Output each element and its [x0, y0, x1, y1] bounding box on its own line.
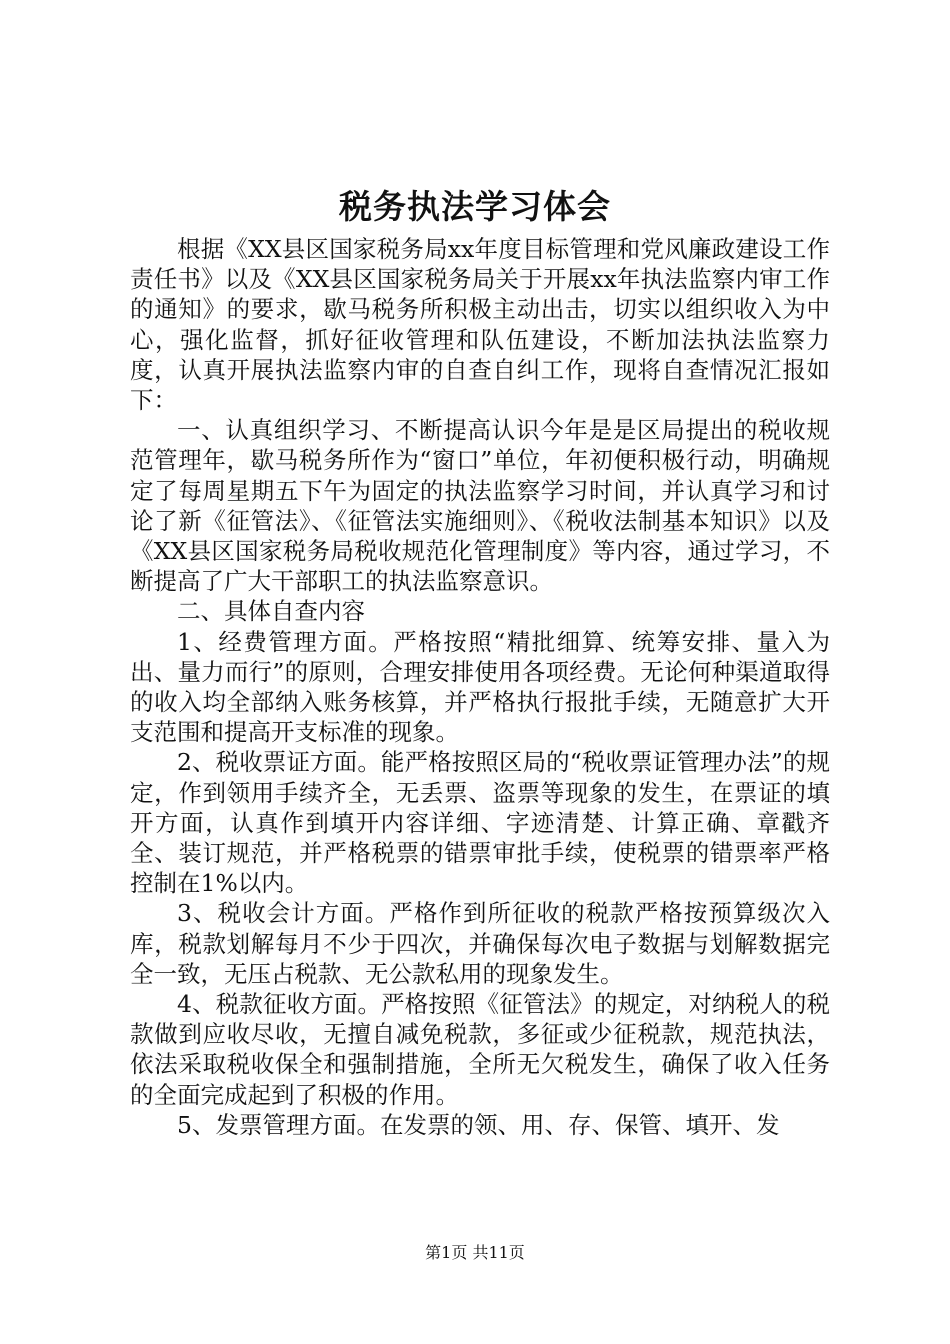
paragraph-intro: 根据《XX县区国家税务局xx年度目标管理和党风廉政建设工作责任书》以及《XX县区国家税务局关于开展xx年执法监察内审工作的通知》的要求，歇马税务所积极主动出击，切实以组织收入为中心，强化监督，抓好征收管理和队伍建设，不断加法执法监察力度，认真开展执法监察内审的自查自纠工作，现将自查情况汇报如下：: [130, 235, 830, 415]
paragraph-item-1: 1、经费管理方面。严格按照“精批细算、统筹安排、量入为出、量力而行”的原则，合理安排使用各项经费。无论何种渠道取得的收入均全部纳入账务核算，并严格执行报批手续，无随意扩大开支范围和提高开支标准的现象。: [130, 627, 830, 747]
page-footer: 第1页 共11页: [425, 1243, 525, 1262]
paragraph-item-2: 2、税收票证方面。能严格按照区局的“税收票证管理办法”的规定，作到领用手续齐全，无丢票、盗票等现象的发生，在票证的填开方面，认真作到填开内容详细、字迹清楚、计算正确、章戳齐全、装订规范，并严格税票的错票审批手续，使税票的错票率严格控制在1%以内。: [130, 748, 830, 898]
paragraph-item-4: 4、税款征收方面。严格按照《征管法》的规定，对纳税人的税款做到应收尽收，无擅自减免税款，多征或少征税款，规范执法，依法采取税收保全和强制措施，全所无欠税发生，确保了收入任务的全面完成起到了积极的作用。: [130, 990, 830, 1109]
document-body: [130, 234, 830, 1140]
paragraph-item-5: 5、发票管理方面。在发票的领、用、存、保管、填开、发: [177, 1110, 780, 1139]
document-title: 税务执法学习体会: [339, 187, 611, 226]
paragraph-section-2-heading: 二、具体自查内容: [177, 597, 365, 626]
paragraph-section-1: 一、认真组织学习、不断提高认识今年是是区局提出的税收规范管理年，歇马税务所作为“窗口”单位，年初便积极行动，明确规定了每周星期五下午为固定的执法监察学习时间，并认真学习和讨论了新《征管法》、《征管法实施细则》、《税收法制基本知识》以及《XX县区国家税务局税收规范化管理制度》等内容，通过学习，不断提高了广大干部职工的执法监察意识。: [130, 416, 830, 596]
paragraph-item-3: 3、税收会计方面。严格作到所征收的税款严格按预算级次入库，税款划解每月不少于四次，并确保每次电子数据与划解数据完全一致，无压占税款、无公款私用的现象发生。: [130, 899, 830, 988]
